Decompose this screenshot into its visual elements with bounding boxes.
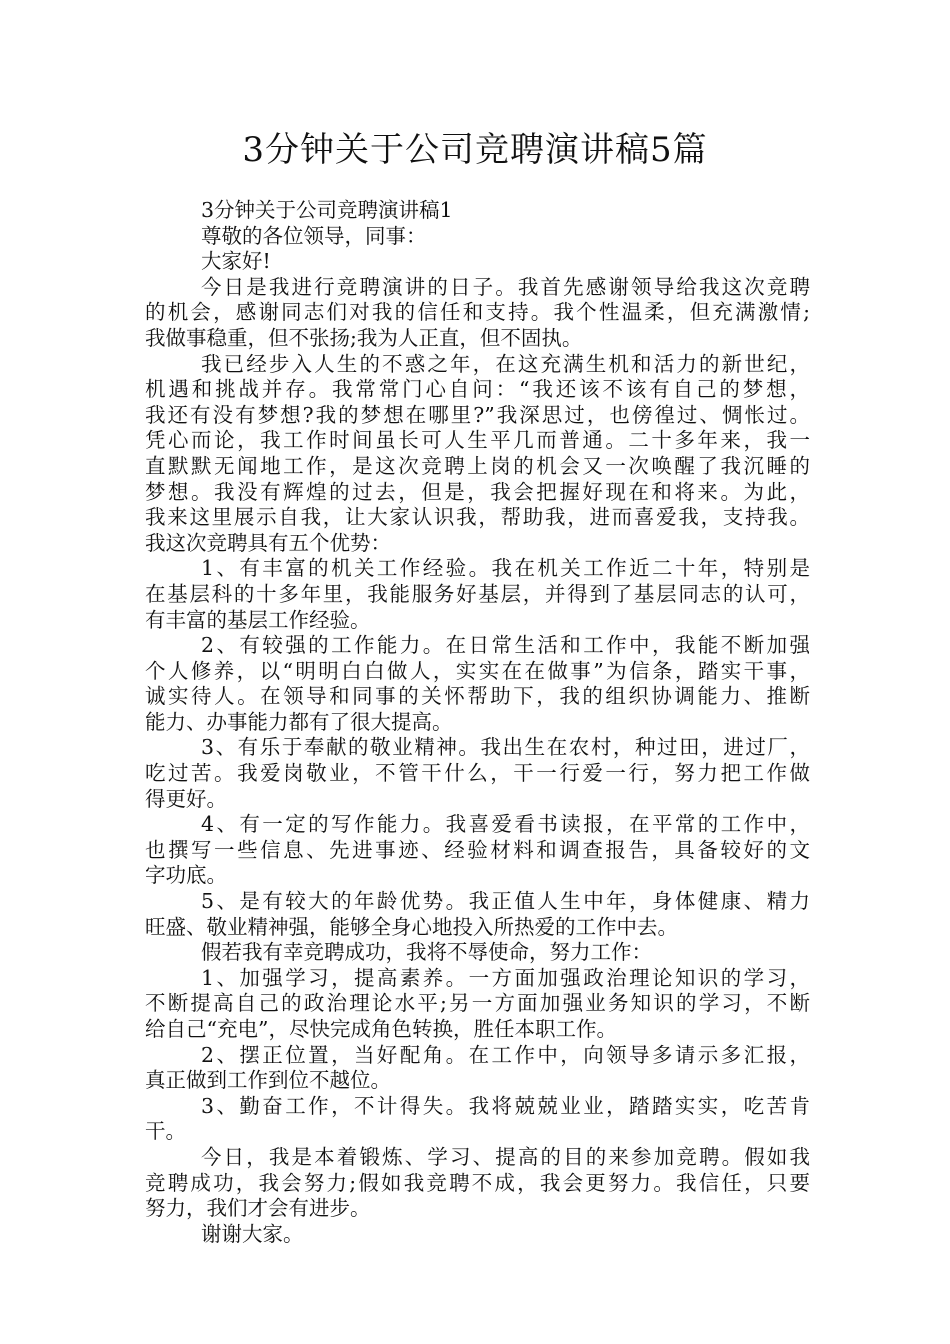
body-text-line: 假若我有幸竞聘成功，我将不辱使命，努力工作： bbox=[201, 940, 652, 965]
body-text-line: 能力、办事能力都有了很大提高。 bbox=[145, 709, 453, 734]
body-text-line: 3、有乐于奉献的敬业精神。我出生在农村，种过田，进过厂， bbox=[201, 735, 810, 760]
body-text-line: 5、是有较大的年龄优势。我正值人生中年，身体健康、精力 bbox=[201, 889, 810, 914]
body-text-line: 字功底。 bbox=[145, 863, 227, 888]
body-text-line: 旺盛、敬业精神强，能够全身心地投入所热爱的工作中去。 bbox=[145, 914, 678, 939]
body-text-line: 有丰富的基层工作经验。 bbox=[145, 607, 371, 632]
body-text-line: 也撰写一些信息、先进事迹、经验材料和调查报告，具备较好的文 bbox=[145, 837, 810, 862]
body-text-line: 尊敬的各位领导，同事： bbox=[201, 223, 427, 248]
document-title: 3分钟关于公司竞聘演讲稿5篇 bbox=[242, 130, 708, 170]
body-text-line: 我做事稳重，但不张扬;我为人正直，但不固执。 bbox=[145, 325, 583, 350]
body-text-line: 1、加强学习，提高素养。一方面加强政治理论知识的学习， bbox=[201, 965, 810, 990]
body-text-line: 谢谢大家。 bbox=[201, 1221, 304, 1246]
body-text-line: 凭心而论，我工作时间虽长可人生平几而普通。二十多年来，我一 bbox=[145, 428, 810, 453]
body-text-line: 诚实待人。在领导和同事的关怀帮助下，我的组织协调能力、推断 bbox=[145, 684, 810, 709]
body-text-line: 3分钟关于公司竞聘演讲稿1 bbox=[201, 198, 453, 222]
body-text-line: 不断提高自己的政治理论水平;另一方面加强业务知识的学习，不断 bbox=[145, 991, 810, 1016]
body-text-line: 4、有一定的写作能力。我喜爱看书读报，在平常的工作中， bbox=[201, 812, 810, 837]
body-text-line: 干。 bbox=[145, 1119, 186, 1144]
body-text-line: 在基层科的十多年里，我能服务好基层，并得到了基层同志的认可， bbox=[145, 581, 810, 606]
body-text-line: 2、有较强的工作能力。在日常生活和工作中，我能不断加强 bbox=[201, 633, 810, 658]
body-text-line: 我这次竞聘具有五个优势： bbox=[145, 530, 391, 555]
document-body bbox=[145, 198, 810, 1247]
body-text-line: 今日是我进行竞聘演讲的日子。我首先感谢领导给我这次竞聘 bbox=[201, 274, 810, 299]
body-text-line: 今日，我是本着锻炼、学习、提高的目的来参加竞聘。假如我 bbox=[201, 1144, 810, 1169]
body-text-line: 我还有没有梦想?我的梦想在哪里?”我深思过，也傍徨过、惆怅过。 bbox=[145, 402, 810, 427]
body-text-line: 竞聘成功，我会努力;假如我竞聘不成，我会更努力。我信任，只要 bbox=[145, 1170, 810, 1195]
body-text-line: 给自己“充电”，尽快完成角色转换，胜任本职工作。 bbox=[145, 1017, 617, 1041]
body-text-line: 1、有丰富的机关工作经验。我在机关工作近二十年，特别是 bbox=[201, 556, 810, 581]
body-text-line: 的机会，感谢同志们对我的信任和支持。我个性温柔，但充满激情; bbox=[145, 300, 810, 325]
body-text-line: 我来这里展示自我，让大家认识我，帮助我，进而喜爱我，支持我。 bbox=[145, 505, 810, 530]
body-text-line: 个人修养，以“明明白白做人，实实在在做事”为信条，踏实干事， bbox=[145, 658, 810, 683]
body-text-line: 得更好。 bbox=[145, 786, 227, 811]
body-text-line: 3、勤奋工作，不计得失。我将兢兢业业，踏踏实实，吃苦肯 bbox=[201, 1093, 810, 1118]
body-text-line: 我已经步入人生的不惑之年，在这充满生机和活力的新世纪， bbox=[201, 351, 810, 376]
body-text-line: 机遇和挑战并存。我常常门心自问：“我还该不该有自己的梦想， bbox=[145, 377, 810, 402]
body-text-line: 大家好! bbox=[201, 249, 271, 274]
body-text-line: 吃过苦。我爱岗敬业，不管干什么，干一行爱一行，努力把工作做 bbox=[145, 761, 810, 786]
body-text-line: 直默默无闻地工作，是这次竞聘上岗的机会又一次唤醒了我沉睡的 bbox=[145, 453, 810, 478]
body-text-line: 努力，我们才会有进步。 bbox=[145, 1196, 371, 1221]
body-text-line: 真正做到工作到位不越位。 bbox=[145, 1068, 391, 1093]
body-text-line: 2、摆正位置，当好配角。在工作中，向领导多请示多汇报， bbox=[201, 1042, 810, 1067]
body-text-line: 梦想。我没有辉煌的过去，但是，我会把握好现在和将来。为此， bbox=[145, 479, 810, 504]
